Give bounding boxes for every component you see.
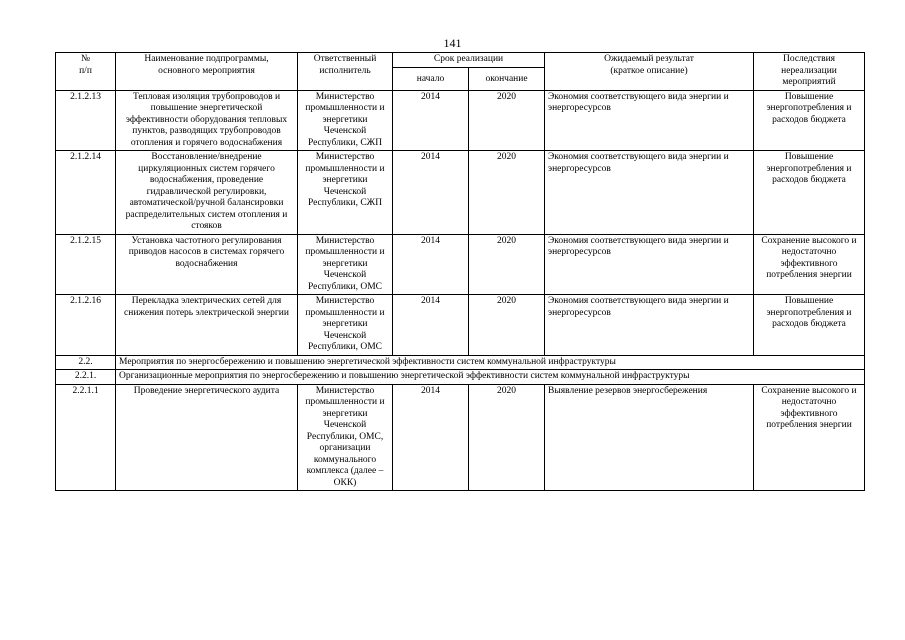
header-end: окончание (469, 68, 545, 90)
row-consequences: Сохранение высокого и недостаточно эффективного потребления энергии (754, 384, 865, 491)
header-num: № п/п (56, 53, 116, 91)
table-row (56, 295, 865, 356)
row-start: 2014 (393, 90, 469, 151)
row-end: 2020 (469, 90, 545, 151)
row-consequences: Повышение энергопотребления и расходов бюджета (754, 151, 865, 235)
table-row (56, 384, 865, 491)
row-consequences: Повышение энергопотребления и расходов бюджета (754, 295, 865, 356)
row-result: Экономия соответствующего вида энергии и энергоресурсов (545, 151, 754, 235)
row-num: 2.2.1.1 (56, 384, 116, 491)
header-consequences: Последствия нереализации мероприятий (754, 53, 865, 91)
row-start: 2014 (393, 295, 469, 356)
row-name: Установка частотного регулирования приводов насосов в системах горячего водоснабжения (116, 234, 298, 295)
row-consequences: Сохранение высокого и недостаточно эффективного потребления энергии (754, 234, 865, 295)
subsection-row (56, 370, 865, 385)
header-start: начало (393, 68, 469, 90)
row-name: Проведение энергетического аудита (116, 384, 298, 491)
page-number: 141 (443, 36, 462, 50)
table-row (56, 90, 865, 151)
row-responsible: Министерство промышленности и энергетики Чеченской Республики, ОМС (298, 234, 393, 295)
row-end: 2020 (469, 384, 545, 491)
section-num: 2.2. (56, 355, 116, 370)
row-responsible: Министерство промышленности и энергетики Чеченской Республики, ОМС (298, 295, 393, 356)
header-responsible: Ответственный исполнитель (298, 53, 393, 91)
subsection-num: 2.2.1. (56, 370, 116, 385)
subsection-title: Организационные мероприятия по энергосбережению и повышению энергетической эффективности систем коммунальной инфраструктуры (116, 370, 865, 385)
row-start: 2014 (393, 151, 469, 235)
row-responsible: Министерство промышленности и энергетики Чеченской Республики, СЖП (298, 90, 393, 151)
row-start: 2014 (393, 384, 469, 491)
header-name: Наименование подпрограммы, основного мероприятия (116, 53, 298, 91)
row-end: 2020 (469, 234, 545, 295)
row-start: 2014 (393, 234, 469, 295)
row-consequences: Повышение энергопотребления и расходов бюджета (754, 90, 865, 151)
row-name: Восстановление/внедрение циркуляционных систем горячего водоснабжения, проведение гидравлической регулировки, автоматической/ручной балансировки распределительных систем отопления и стояков (116, 151, 298, 235)
row-end: 2020 (469, 295, 545, 356)
row-responsible: Министерство промышленности и энергетики Чеченской Республики, ОМС, организации коммунального комплекса (далее – ОКК) (298, 384, 393, 491)
header-row (56, 53, 865, 68)
table-row (56, 234, 865, 295)
row-result: Экономия соответствующего вида энергии и энергоресурсов (545, 90, 754, 151)
row-num: 2.1.2.16 (56, 295, 116, 356)
row-result: Экономия соответствующего вида энергии и энергоресурсов (545, 295, 754, 356)
row-responsible: Министерство промышленности и энергетики Чеченской Республики, СЖП (298, 151, 393, 235)
section-row (56, 355, 865, 370)
row-num: 2.1.2.13 (56, 90, 116, 151)
row-name: Тепловая изоляция трубопроводов и повышение энергетической эффективности оборудования тепловых пунктов, разводящих трубопроводов отопления и горячего водоснабжения (116, 90, 298, 151)
header-period: Срок реализации (393, 53, 545, 68)
row-num: 2.1.2.14 (56, 151, 116, 235)
section-title: Мероприятия по энергосбережению и повышению энергетической эффективности систем коммунальной инфраструктуры (116, 355, 865, 370)
table-row (56, 151, 865, 235)
row-name: Перекладка электрических сетей для снижения потерь электрической энергии (116, 295, 298, 356)
row-num: 2.1.2.15 (56, 234, 116, 295)
row-end: 2020 (469, 151, 545, 235)
row-result: Экономия соответствующего вида энергии и энергоресурсов (545, 234, 754, 295)
header-result: Ожидаемый результат (краткое описание) (545, 53, 754, 91)
row-result: Выявление резервов энергосбережения (545, 384, 754, 491)
program-table (55, 52, 865, 491)
